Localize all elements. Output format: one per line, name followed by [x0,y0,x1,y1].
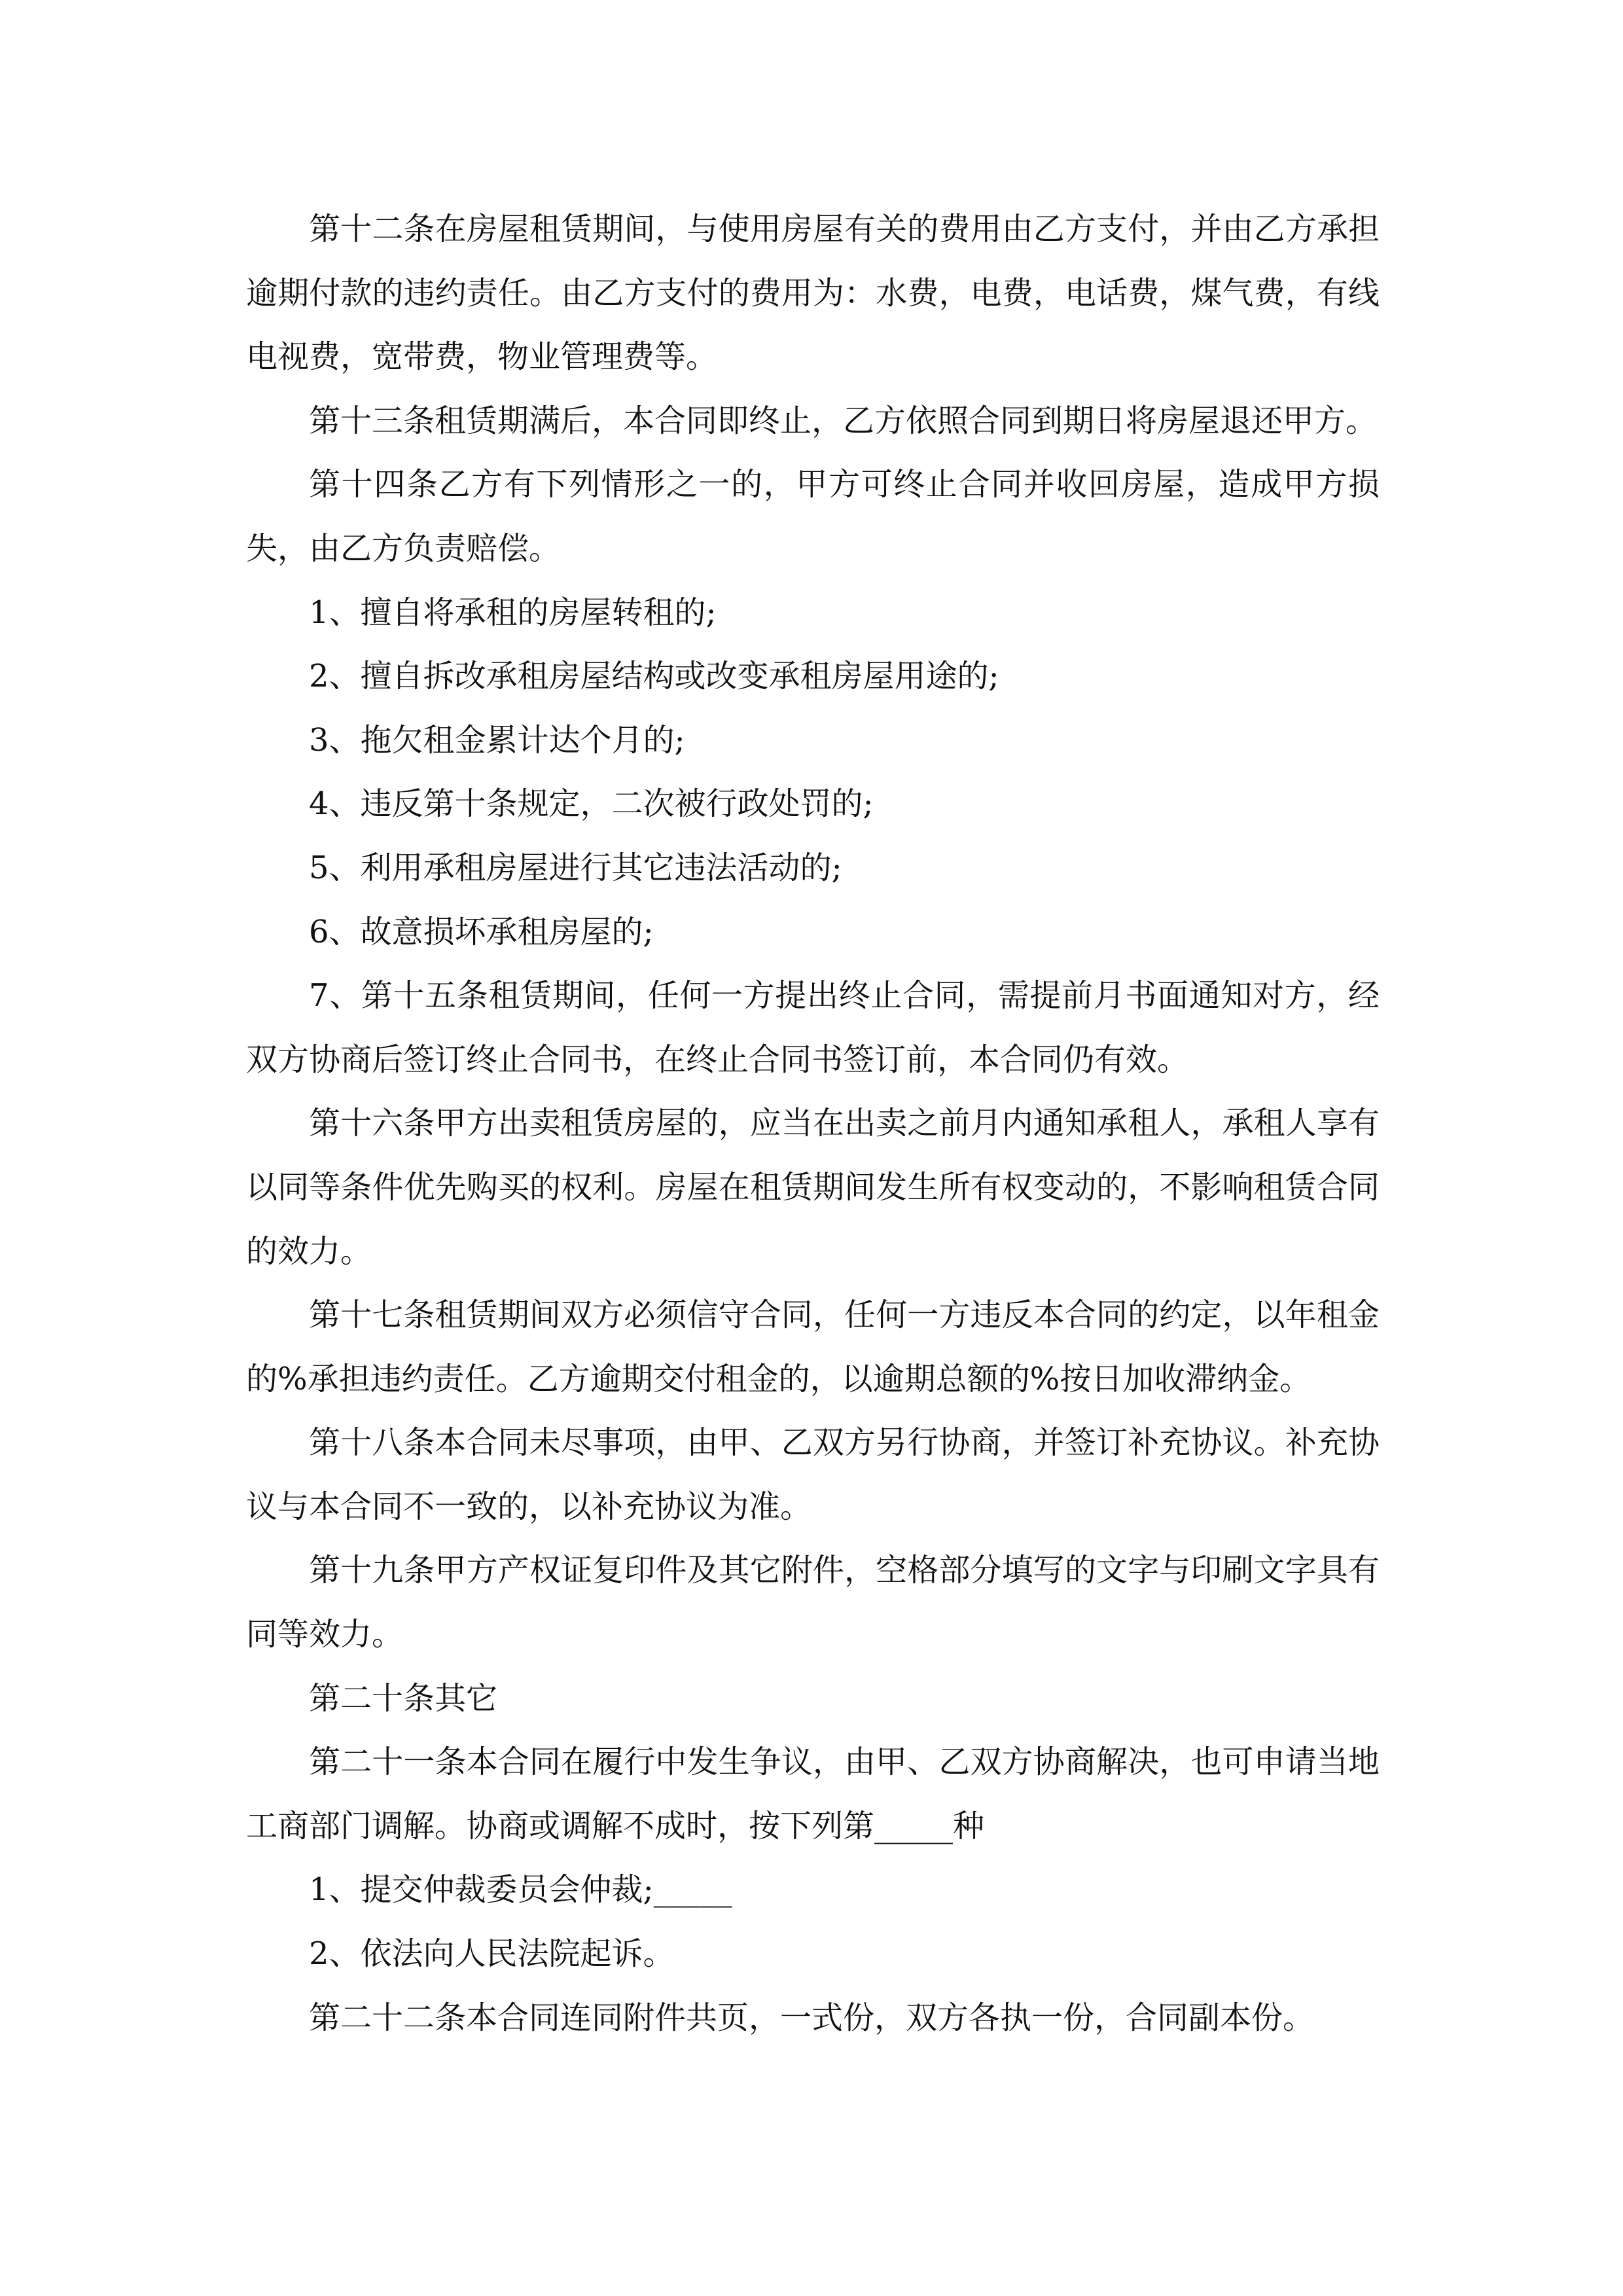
list-item: 5、利用承租房屋进行其它违法活动的; [309,849,842,886]
clause-13: 第十三条租赁期满后，本合同即终止，乙方依照合同到期日将房屋退还甲方。 [309,402,1378,439]
clause-19: 第十九条甲方产权证复印件及其它附件，空格部分填写的文字与印刷文字具有同等效力。 [246,1552,1380,1653]
list-item: 6、故意损坏承租房屋的; [309,913,654,950]
list-item: 1、提交仲裁委员会仲裁;_____ [309,1871,732,1909]
clause-16: 第十六条甲方出卖租赁房屋的，应当在出卖之前月内通知承租人，承租人享有以同等条件优先购买的权利。房屋在租赁期间发生所有权变动的，不影响租赁合同的效力。 [246,1105,1380,1270]
clause-14: 第十四条乙方有下列情形之一的，甲方可终止合同并收回房屋，造成甲方损失，由乙方负责赔偿。 [246,466,1380,567]
clause-12: 第十二条在房屋租赁期间，与使用房屋有关的费用由乙方支付，并由乙方承担逾期付款的违约责任。由乙方支付的费用为：水费，电费，电话费，煤气费，有线电视费，宽带费，物业管理费等。 [246,211,1380,376]
clause-17: 第十七条租赁期间双方必须信守合同，任何一方违反本合同的约定，以年租金的%承担违约责任。乙方逾期交付租金的，以逾期总额的%按日加收滞纳金。 [246,1297,1380,1397]
clause-21: 第二十一条本合同在履行中发生争议，由甲、乙双方协商解决，也可申请当地工商部门调解。协商或调解不成时，按下列第_____种 [246,1744,1380,1844]
clause-18: 第十八条本合同未尽事项，由甲、乙双方另行协商，并签订补充协议。补充协议与本合同不一致的，以补充协议为准。 [246,1424,1380,1525]
clause-22: 第二十二条本合同连同附件共页，一式份，双方各执一份，合同副本份。 [309,1999,1315,2036]
list-item: 2、擅自拆改承租房屋结构或改变承租房屋用途的; [309,658,999,695]
list-item: 4、违反第十条规定，二次被行政处罚的; [309,785,874,823]
list-item: 1、擅自将承租的房屋转租的; [309,594,717,631]
list-item: 7、第十五条租赁期间，任何一方提出终止合同，需提前月书面通知对方，经双方协商后签订终止合同书，在终止合同书签订前，本合同仍有效。 [246,977,1380,1078]
list-item: 3、拖欠租金累计达个月的; [309,721,685,759]
list-item: 2、依法向人民法院起诉。 [309,1935,675,1973]
document-page [246,198,1380,2050]
clause-20: 第二十条其它 [309,1679,498,1717]
